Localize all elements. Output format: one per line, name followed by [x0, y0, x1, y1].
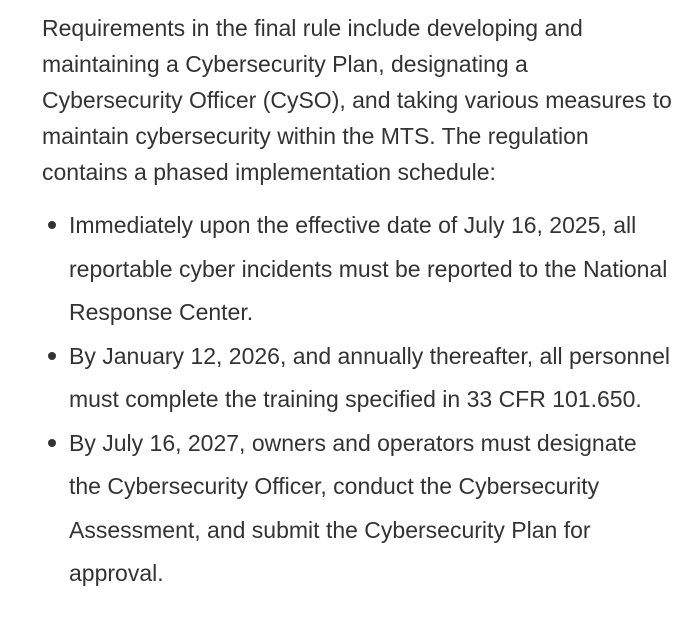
list-item	[42, 335, 673, 422]
list-item	[42, 422, 673, 596]
bullet-icon	[48, 221, 56, 229]
list-item-text: Immediately upon the effective date of July 16, 2025, all reportable cyber incidents must be reported to the National Response Center.	[69, 212, 668, 325]
implementation-schedule-list	[42, 204, 673, 596]
list-item-text: By January 12, 2026, and annually thereafter, all personnel must complete the training specified in 33 CFR 101.650.	[69, 342, 670, 412]
list-item-text: By July 16, 2027, owners and operators must designate the Cybersecurity Officer, conduct the Cybersecurity Assessment, and submit the Cybersecurity Plan for approval.	[69, 429, 637, 586]
list-item	[42, 204, 673, 335]
bullet-icon	[48, 352, 56, 360]
bullet-icon	[48, 439, 56, 447]
intro-paragraph: Requirements in the final rule include developing and maintaining a Cybersecurity Plan, designating a Cybersecurity Officer (CySO), and taking various measures to maintain cybersecurity within the MTS. The regulation contains a phased implementation schedule:	[42, 15, 672, 185]
